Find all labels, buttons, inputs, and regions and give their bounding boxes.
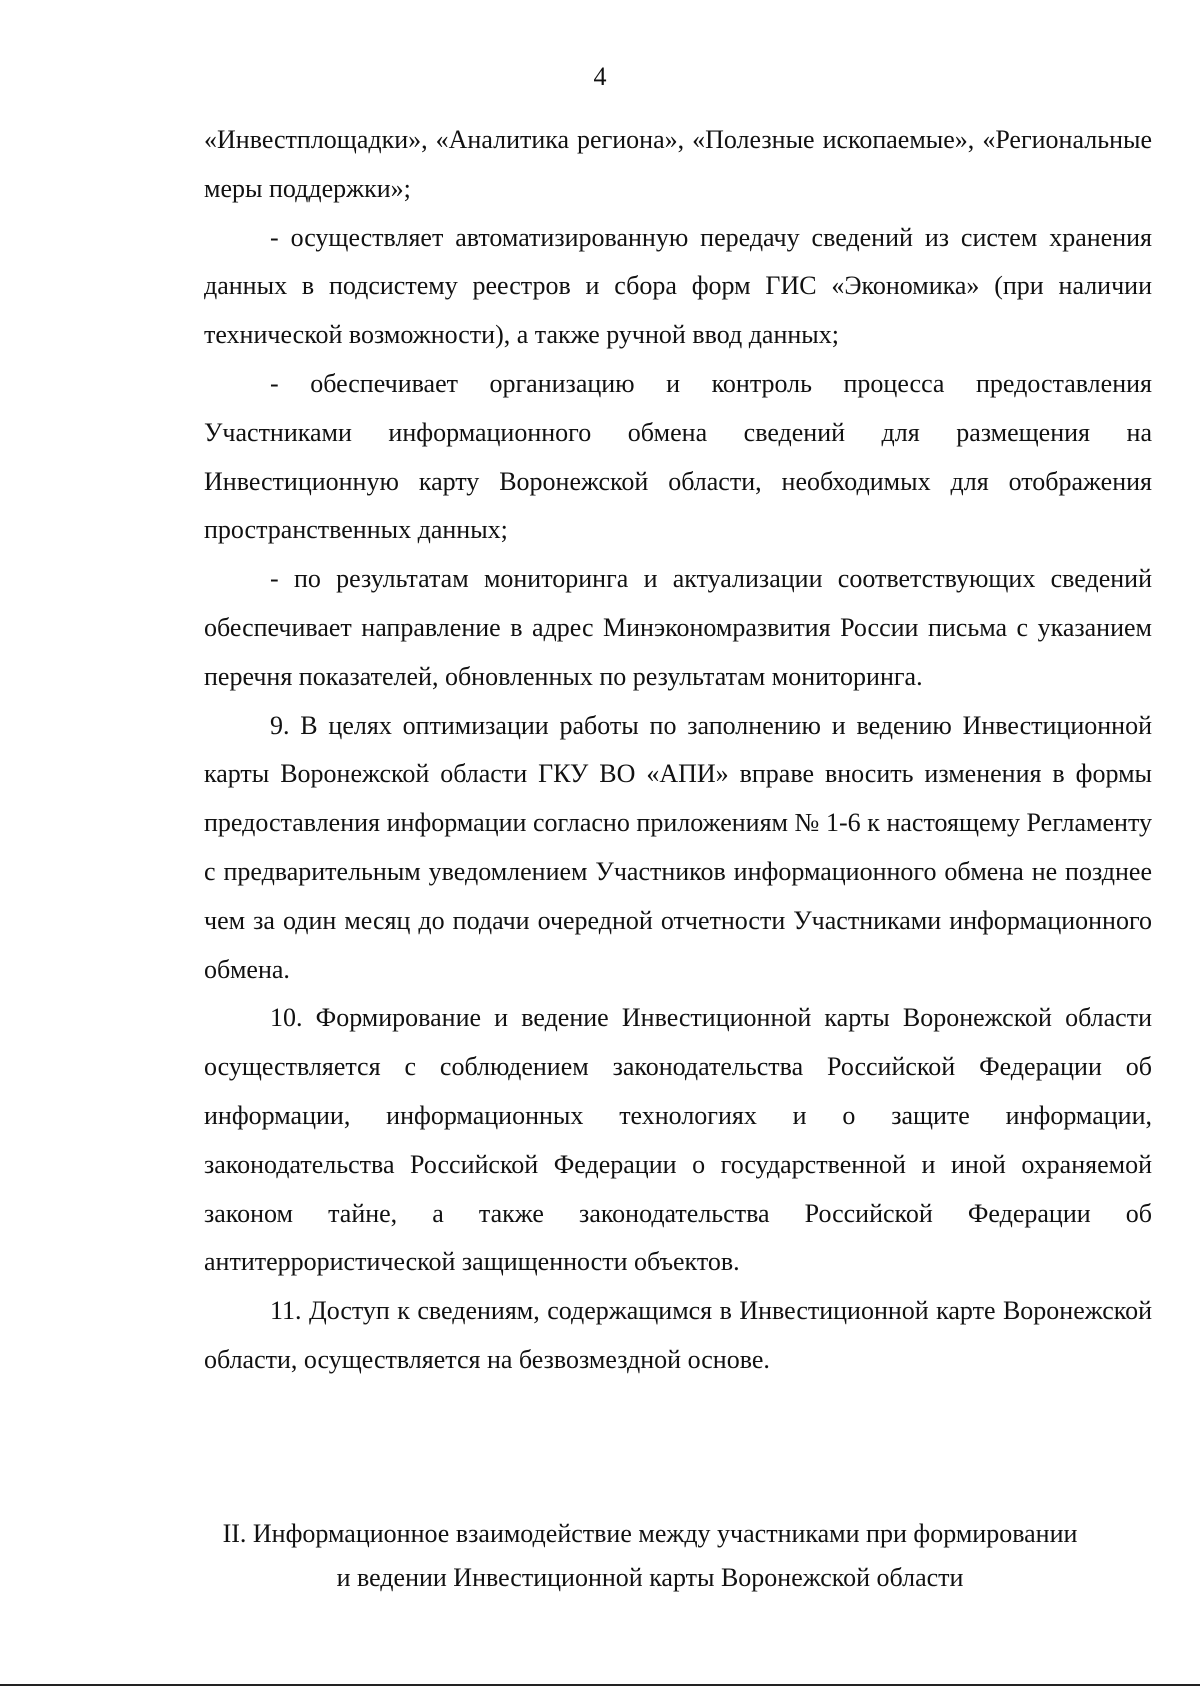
page-number: 4 [593,62,607,91]
paragraph-6: 10. Формирование и ведение Инвестиционной карты Воронежской области осуществляется с соблюдением законодательства Российской Федерации об информации, информационных технологиях и о защите информации, законодательства Российской Федерации о государственной и иной охраняемой законом тайне, а также законодательства Российской Федерации об антитеррористической защищенности объектов. [204,1003,1152,1277]
paragraph-5: 9. В целях оптимизации работы по заполнению и ведению Инвестиционной карты Воронежской области ГКУ ВО «АПИ» вправе вносить изменения в формы предоставления информации согласно приложениям № 1-6 к настоящему Регламенту с предварительным уведомлением Участников информационного обмена не позднее чем за один месяц до подачи очередной отчетности Участниками информационного обмена. [204,710,1152,984]
section-heading-line-1: II. Информационное взаимодействие между участниками при формировании [222,1519,1078,1548]
paragraph-1: «Инвестплощадки», «Аналитика региона», «Полезные ископаемые», «Региональные меры поддержки»; [204,125,1152,203]
paragraph-3: - обеспечивает организацию и контроль процесса предоставления Участниками информационного обмена сведений для размещения на Инвестиционную карту Воронежской области, необходимых для отображения пространственных данных; [204,368,1152,545]
paragraph-2: - осуществляет автоматизированную передачу сведений из систем хранения данных в подсистему реестров и сбора форм ГИС «Экономика» (при наличии технической возможности), а также ручной ввод данных; [204,222,1152,350]
section-heading-line-2: и ведении Инвестиционной карты Воронежской области [336,1563,964,1592]
paragraph-7: 11. Доступ к сведениям, содержащимся в Инвестиционной карте Воронежской области, осуществляется на безвозмездной основе. [204,1296,1152,1374]
document-body [204,116,1152,1385]
section-heading [150,1512,1150,1600]
paragraph-4: - по результатам мониторинга и актуализации соответствующих сведений обеспечивает направление в адрес Минэкономразвития России письма с указанием перечня показателей, обновленных по результатам мониторинга. [204,564,1152,691]
bottom-edge-line [0,1684,1200,1686]
